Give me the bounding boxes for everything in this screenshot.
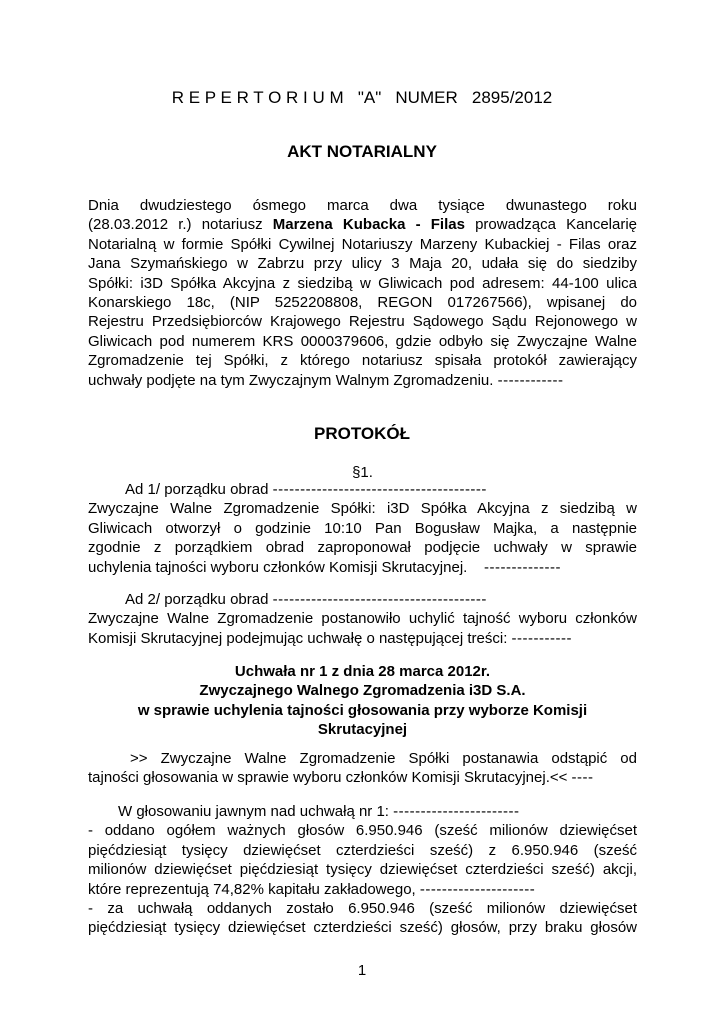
- ad2-line: [88, 629, 637, 648]
- vote-line: milionów dziewięćset pięćdziesiąt tysięcy dziewięćset czterdzieści sześć) akcji,: [88, 861, 637, 879]
- vote-text: które reprezentują 74,82% kapitału zakładowego,: [88, 880, 420, 898]
- intro-text: uchwały podjęte na tym Zwyczajnym Walnym Zgromadzeniu.: [88, 371, 498, 389]
- vote-line: pięćdziesiąt tysięcy dziewięćset czterdzieści sześć) z 6.950.946 (sześć: [88, 841, 637, 859]
- ad2-label: Ad 2/ porządku obrad: [125, 591, 273, 608]
- ad1-line: zgodnie z porządkiem obrad zaproponował podjęcie uchwały w sprawie: [88, 539, 637, 557]
- intro-text: (28.03.2012 r.) notariusz: [88, 216, 273, 234]
- filler-dashes: -----------------------: [393, 803, 520, 820]
- filler-dashes: ---------------------------------------: [272, 481, 487, 498]
- resolution-title-line: Zwyczajnego Walnego Zgromadzenia i3D S.A.: [199, 682, 526, 700]
- intro-text: prowadząca Kancelarię: [464, 216, 638, 234]
- vote-line: pięćdziesiąt tysięcy dziewięćset czterdzieści sześć) głosów, przy braku głosów: [88, 919, 637, 937]
- intro-line: Jana Szymańskiego w Zabrzu przy ulicy 3 Maja 20, udała się do siedziby: [88, 255, 637, 273]
- ad1-label: Ad 1/ porządku obrad: [125, 481, 273, 498]
- filler-dashes: --------------: [484, 558, 561, 576]
- ad1-paragraph: [88, 480, 637, 577]
- resolution-title-line: w sprawie uchylenia tajności głosowania przy wyborze Komisji: [137, 701, 588, 719]
- protocol-title: PROTOKÓŁ: [313, 424, 411, 443]
- ad1-line: Gliwicach otworzył o godzinie 10:10 Pan Bogusław Majka, a następnie: [88, 519, 637, 537]
- vote-line: - oddano ogółem ważnych głosów 6.950.946 (sześć milionów dziewięćset: [88, 822, 637, 840]
- vote-line: [88, 880, 637, 899]
- intro-line: Notarialną w formie Spółki Cywilnej Notariuszy Marzeny Kubackiej - Filas oraz: [88, 235, 637, 253]
- intro-line: Rejestru Przedsiębiorców Krajowego Rejestru Sądowego Sądu Rejonowego w: [88, 313, 637, 331]
- intro-line: Zgromadzenie tej Spółki, z którego notariusz spisała protokół zawierający: [88, 352, 637, 370]
- filler-dashes: ---------------------------------------: [272, 591, 487, 608]
- document-title: AKT NOTARIALNY: [287, 142, 437, 161]
- ad1-line: [88, 558, 637, 577]
- vote-paragraph: [88, 802, 637, 938]
- filler-dashes: ---------------------: [419, 880, 536, 898]
- ad1-line: Zwyczajne Walne Zgromadzenie Spółki: i3D Spółka Akcyjna z siedzibą w: [88, 500, 637, 518]
- ad2-heading: [88, 590, 637, 609]
- intro-line: [88, 371, 637, 390]
- notary-name: Marzena Kubacka - Filas: [272, 216, 465, 234]
- filler-dashes: ------------: [497, 371, 564, 389]
- resolution-title-line: Uchwała nr 1 z dnia 28 marca 2012r.: [234, 663, 491, 680]
- intro-line: Gliwicach pod numerem KRS 0000379606, gdzie odbyło się Zwyczajne Walne: [88, 332, 637, 350]
- intro-line: Konarskiego 18c, (NIP 5252208808, REGON 017267566), wpisanej do: [88, 294, 637, 312]
- filler-dashes: -----------: [511, 629, 572, 647]
- resolution-body: [88, 749, 637, 788]
- resolution-line: [88, 768, 637, 787]
- ad1-text: uchylenia tajności wyboru członków Komisji Skrutacyjnej.: [88, 558, 468, 576]
- resolution-title-line: Skrutacyjnej: [317, 721, 408, 739]
- repertorium-header: R E P E R T O R I U M "A" NUMER 2895/2012: [171, 88, 553, 107]
- intro-line: [88, 215, 637, 234]
- section-number: §1.: [352, 464, 373, 481]
- intro-line: Dnia dwudziestego ósmego marca dwa tysiące dwunastego roku: [88, 197, 637, 214]
- ad1-heading: [88, 480, 637, 499]
- intro-paragraph: [88, 196, 637, 390]
- ad2-line: Zwyczajne Walne Zgromadzenie postanowiło uchylić tajność wyboru członków: [88, 610, 637, 628]
- ad2-text: Komisji Skrutacyjnej podejmując uchwałę o następującej treści:: [88, 629, 512, 647]
- filler-dashes: ----: [571, 769, 594, 787]
- intro-line: Spółki: i3D Spółka Akcyjna z siedzibą w Gliwicach pod adresem: 44-100 ulica: [88, 274, 637, 292]
- resolution-text: tajności głosowania w sprawie wyboru członków Komisji Skrutacyjnej.<<: [88, 769, 572, 787]
- resolution-line: >> Zwyczajne Walne Zgromadzenie Spółki postanawia odstąpić od: [130, 750, 637, 767]
- page-number: 1: [357, 962, 367, 979]
- vote-label: W głosowaniu jawnym nad uchwałą nr 1:: [118, 803, 394, 820]
- vote-line: - za uchwałą oddanych zostało 6.950.946 (sześć milionów dziewięćset: [88, 900, 637, 918]
- resolution-title: [88, 662, 637, 740]
- vote-heading: [88, 802, 637, 821]
- ad2-paragraph: [88, 590, 637, 648]
